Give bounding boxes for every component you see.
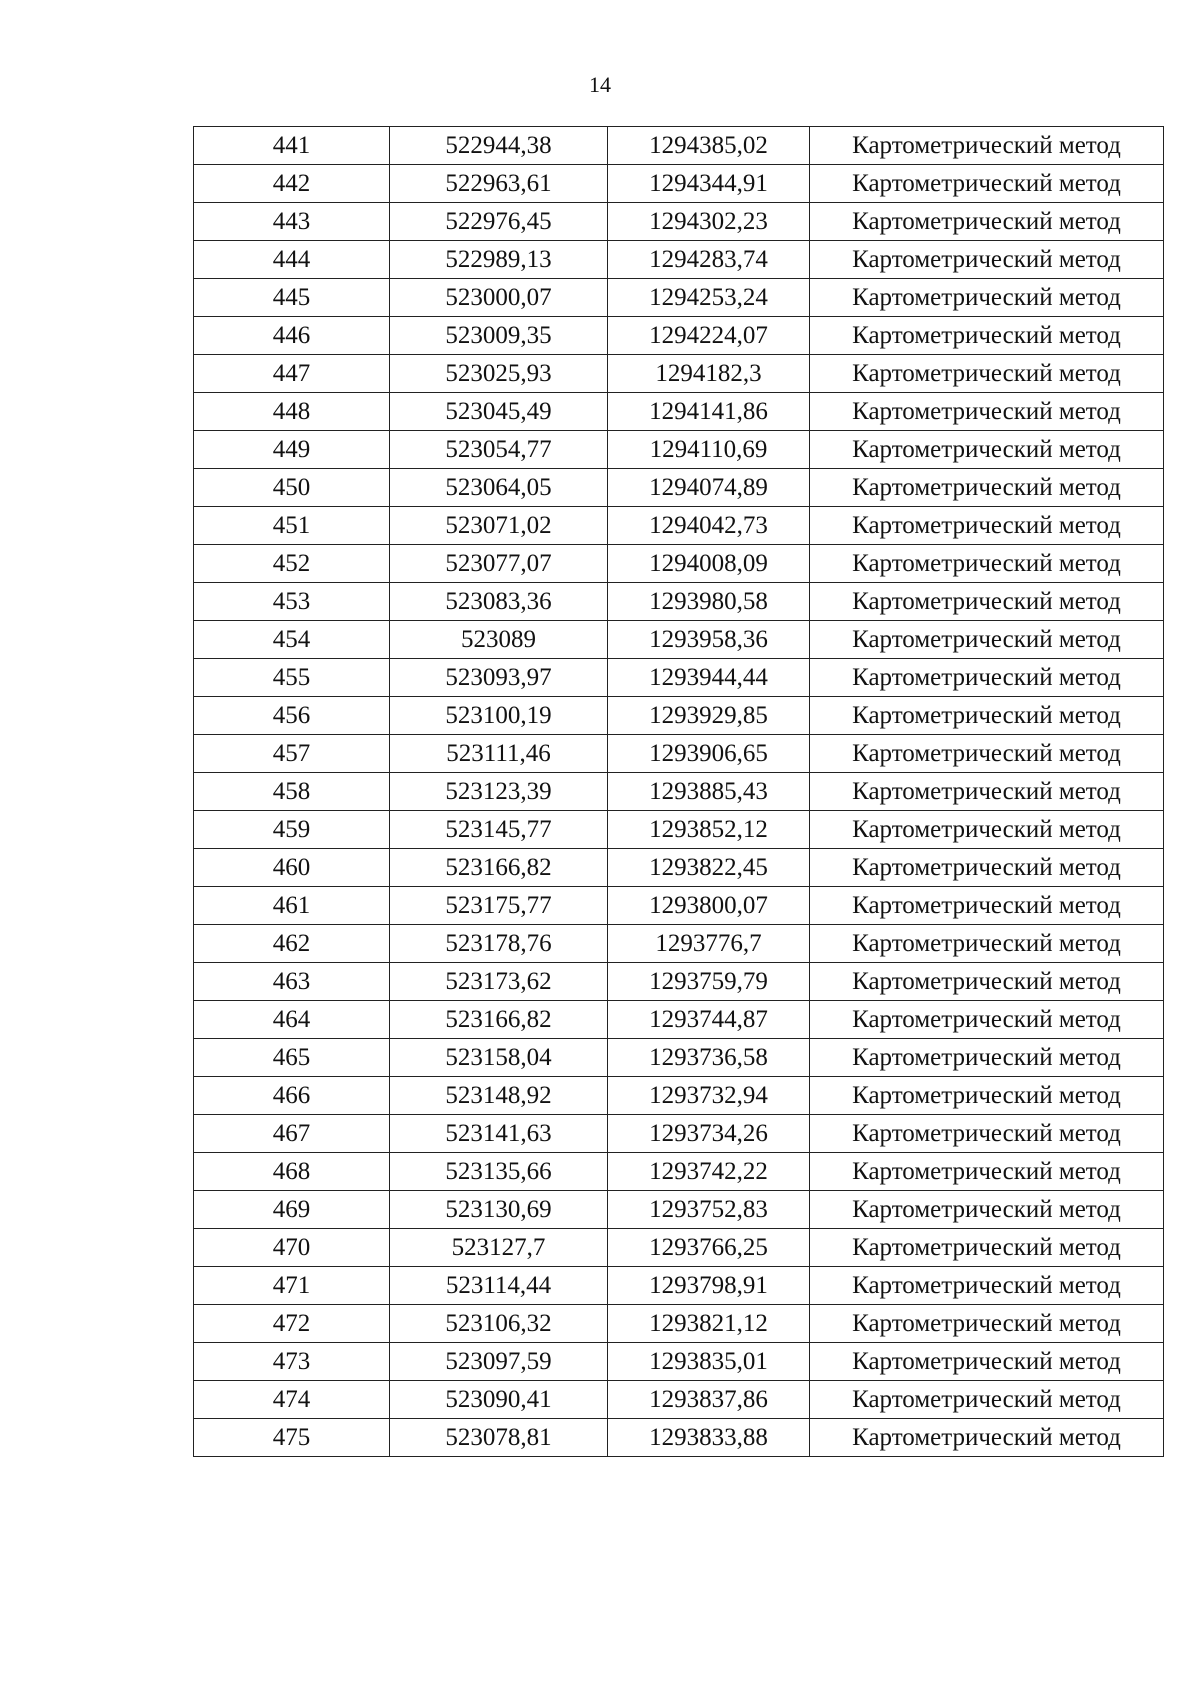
x-coordinate-cell: 523114,44 [390,1267,608,1305]
y-coordinate-cell: 1293759,79 [608,963,810,1001]
y-coordinate-cell: 1293766,25 [608,1229,810,1267]
point-number-cell: 457 [194,735,390,773]
table-row [194,165,1164,203]
y-coordinate-cell: 1294110,69 [608,431,810,469]
method-cell: Картометрический метод [810,545,1164,583]
table-row [194,317,1164,355]
x-coordinate-cell: 523054,77 [390,431,608,469]
point-number-cell: 461 [194,887,390,925]
x-coordinate-cell: 523089 [390,621,608,659]
point-number-cell: 443 [194,203,390,241]
table-row [194,469,1164,507]
point-number-cell: 448 [194,393,390,431]
point-number-cell: 466 [194,1077,390,1115]
point-number-cell: 445 [194,279,390,317]
x-coordinate-cell: 523175,77 [390,887,608,925]
x-coordinate-cell: 523078,81 [390,1419,608,1457]
table-row [194,659,1164,697]
point-number-cell: 468 [194,1153,390,1191]
method-cell: Картометрический метод [810,1039,1164,1077]
y-coordinate-cell: 1293734,26 [608,1115,810,1153]
table-row [194,1267,1164,1305]
y-coordinate-cell: 1293837,86 [608,1381,810,1419]
method-cell: Картометрический метод [810,203,1164,241]
y-coordinate-cell: 1294224,07 [608,317,810,355]
y-coordinate-cell: 1293980,58 [608,583,810,621]
x-coordinate-cell: 523083,36 [390,583,608,621]
method-cell: Картометрический метод [810,279,1164,317]
point-number-cell: 470 [194,1229,390,1267]
x-coordinate-cell: 523135,66 [390,1153,608,1191]
method-cell: Картометрический метод [810,355,1164,393]
point-number-cell: 474 [194,1381,390,1419]
point-number-cell: 460 [194,849,390,887]
method-cell: Картометрический метод [810,127,1164,165]
x-coordinate-cell: 523071,02 [390,507,608,545]
x-coordinate-cell: 523130,69 [390,1191,608,1229]
method-cell: Картометрический метод [810,317,1164,355]
x-coordinate-cell: 523090,41 [390,1381,608,1419]
method-cell: Картометрический метод [810,1229,1164,1267]
method-cell: Картометрический метод [810,1115,1164,1153]
y-coordinate-cell: 1294283,74 [608,241,810,279]
table-row [194,773,1164,811]
table-row [194,811,1164,849]
y-coordinate-cell: 1294042,73 [608,507,810,545]
table-row [194,621,1164,659]
y-coordinate-cell: 1293929,85 [608,697,810,735]
method-cell: Картометрический метод [810,431,1164,469]
x-coordinate-cell: 523158,04 [390,1039,608,1077]
method-cell: Картометрический метод [810,621,1164,659]
point-number-cell: 464 [194,1001,390,1039]
x-coordinate-cell: 523148,92 [390,1077,608,1115]
point-number-cell: 451 [194,507,390,545]
table-row [194,1153,1164,1191]
x-coordinate-cell: 523025,93 [390,355,608,393]
table-row [194,279,1164,317]
y-coordinate-cell: 1293835,01 [608,1343,810,1381]
x-coordinate-cell: 523064,05 [390,469,608,507]
method-cell: Картометрический метод [810,1077,1164,1115]
x-coordinate-cell: 523000,07 [390,279,608,317]
method-cell: Картометрический метод [810,1153,1164,1191]
point-number-cell: 462 [194,925,390,963]
point-number-cell: 463 [194,963,390,1001]
method-cell: Картометрический метод [810,735,1164,773]
method-cell: Картометрический метод [810,1419,1164,1457]
method-cell: Картометрический метод [810,469,1164,507]
x-coordinate-cell: 523145,77 [390,811,608,849]
table-row [194,963,1164,1001]
point-number-cell: 472 [194,1305,390,1343]
method-cell: Картометрический метод [810,773,1164,811]
table-row [194,1381,1164,1419]
table-row [194,849,1164,887]
table-row [194,1039,1164,1077]
x-coordinate-cell: 523178,76 [390,925,608,963]
point-number-cell: 455 [194,659,390,697]
x-coordinate-cell: 522944,38 [390,127,608,165]
y-coordinate-cell: 1294074,89 [608,469,810,507]
y-coordinate-cell: 1294253,24 [608,279,810,317]
method-cell: Картометрический метод [810,507,1164,545]
point-number-cell: 441 [194,127,390,165]
coordinates-table [193,126,1164,1457]
table-row [194,1191,1164,1229]
table-row [194,887,1164,925]
table-row [194,1229,1164,1267]
point-number-cell: 459 [194,811,390,849]
point-number-cell: 444 [194,241,390,279]
point-number-cell: 442 [194,165,390,203]
point-number-cell: 458 [194,773,390,811]
method-cell: Картометрический метод [810,393,1164,431]
method-cell: Картометрический метод [810,1191,1164,1229]
method-cell: Картометрический метод [810,811,1164,849]
point-number-cell: 453 [194,583,390,621]
x-coordinate-cell: 522989,13 [390,241,608,279]
method-cell: Картометрический метод [810,925,1164,963]
y-coordinate-cell: 1293852,12 [608,811,810,849]
table-row [194,925,1164,963]
y-coordinate-cell: 1293885,43 [608,773,810,811]
y-coordinate-cell: 1293822,45 [608,849,810,887]
table-row [194,127,1164,165]
method-cell: Картометрический метод [810,1343,1164,1381]
point-number-cell: 467 [194,1115,390,1153]
table-row [194,697,1164,735]
x-coordinate-cell: 523093,97 [390,659,608,697]
point-number-cell: 450 [194,469,390,507]
point-number-cell: 446 [194,317,390,355]
point-number-cell: 471 [194,1267,390,1305]
y-coordinate-cell: 1293776,7 [608,925,810,963]
x-coordinate-cell: 523097,59 [390,1343,608,1381]
y-coordinate-cell: 1293800,07 [608,887,810,925]
x-coordinate-cell: 522976,45 [390,203,608,241]
table-row [194,1419,1164,1457]
method-cell: Картометрический метод [810,1001,1164,1039]
y-coordinate-cell: 1293906,65 [608,735,810,773]
y-coordinate-cell: 1294182,3 [608,355,810,393]
y-coordinate-cell: 1294385,02 [608,127,810,165]
x-coordinate-cell: 523111,46 [390,735,608,773]
table-row [194,203,1164,241]
point-number-cell: 454 [194,621,390,659]
method-cell: Картометрический метод [810,165,1164,203]
x-coordinate-cell: 523173,62 [390,963,608,1001]
y-coordinate-cell: 1294008,09 [608,545,810,583]
point-number-cell: 473 [194,1343,390,1381]
y-coordinate-cell: 1293752,83 [608,1191,810,1229]
page-number: 14 [589,72,611,97]
x-coordinate-cell: 523100,19 [390,697,608,735]
method-cell: Картометрический метод [810,1381,1164,1419]
y-coordinate-cell: 1293944,44 [608,659,810,697]
y-coordinate-cell: 1293732,94 [608,1077,810,1115]
method-cell: Картометрический метод [810,241,1164,279]
method-cell: Картометрический метод [810,1267,1164,1305]
coordinates-table-body [194,127,1164,1457]
table-row [194,431,1164,469]
y-coordinate-cell: 1294141,86 [608,393,810,431]
point-number-cell: 447 [194,355,390,393]
point-number-cell: 465 [194,1039,390,1077]
method-cell: Картометрический метод [810,697,1164,735]
table-row [194,1343,1164,1381]
method-cell: Картометрический метод [810,583,1164,621]
y-coordinate-cell: 1293958,36 [608,621,810,659]
x-coordinate-cell: 523166,82 [390,849,608,887]
y-coordinate-cell: 1293798,91 [608,1267,810,1305]
method-cell: Картометрический метод [810,887,1164,925]
method-cell: Картометрический метод [810,659,1164,697]
x-coordinate-cell: 523127,7 [390,1229,608,1267]
table-row [194,1001,1164,1039]
x-coordinate-cell: 523009,35 [390,317,608,355]
x-coordinate-cell: 523166,82 [390,1001,608,1039]
method-cell: Картометрический метод [810,963,1164,1001]
point-number-cell: 475 [194,1419,390,1457]
point-number-cell: 452 [194,545,390,583]
point-number-cell: 456 [194,697,390,735]
table-row [194,735,1164,773]
x-coordinate-cell: 523141,63 [390,1115,608,1153]
y-coordinate-cell: 1294344,91 [608,165,810,203]
table-row [194,1305,1164,1343]
table-row [194,545,1164,583]
table-row [194,241,1164,279]
method-cell: Картометрический метод [810,849,1164,887]
table-row [194,393,1164,431]
table-row [194,507,1164,545]
method-cell: Картометрический метод [810,1305,1164,1343]
x-coordinate-cell: 523077,07 [390,545,608,583]
y-coordinate-cell: 1293744,87 [608,1001,810,1039]
point-number-cell: 469 [194,1191,390,1229]
table-row [194,355,1164,393]
x-coordinate-cell: 523045,49 [390,393,608,431]
y-coordinate-cell: 1293736,58 [608,1039,810,1077]
table-row [194,583,1164,621]
x-coordinate-cell: 522963,61 [390,165,608,203]
point-number-cell: 449 [194,431,390,469]
y-coordinate-cell: 1293821,12 [608,1305,810,1343]
y-coordinate-cell: 1293833,88 [608,1419,810,1457]
y-coordinate-cell: 1294302,23 [608,203,810,241]
table-row [194,1115,1164,1153]
table-row [194,1077,1164,1115]
x-coordinate-cell: 523123,39 [390,773,608,811]
x-coordinate-cell: 523106,32 [390,1305,608,1343]
y-coordinate-cell: 1293742,22 [608,1153,810,1191]
